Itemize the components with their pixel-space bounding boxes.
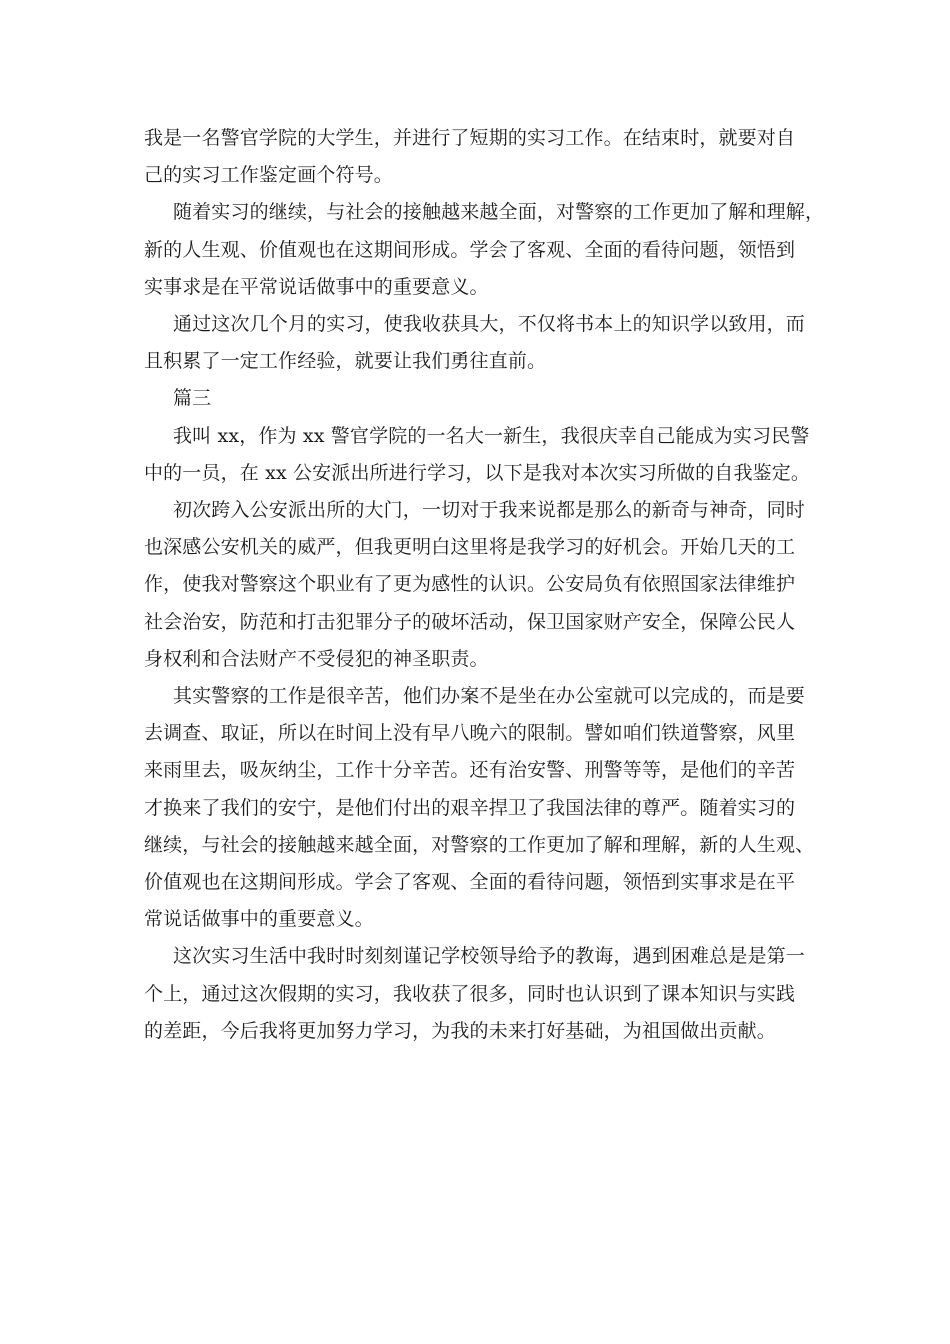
paragraph-3 (144, 306, 808, 380)
text-line: 作，使我对警察这个职业有了更为感性的认识。公安局负有依照国家法律维护 (144, 573, 796, 596)
text-line: 身权利和合法财产不受侵犯的神圣职责。 (144, 647, 489, 670)
text-line: 才换来了我们的安宁，是他们付出的艰辛捍卫了我国法律的尊严。随着实习的 (144, 796, 796, 819)
text-line: 随着实习的继续，与社会的接触越来越全面，对警察的工作更加了解和理解， (173, 201, 825, 224)
paragraph-5 (144, 418, 811, 492)
text-line: 己的实习工作鉴定画个符号。 (144, 164, 393, 187)
text-line: 初次跨入公安派出所的大门，一切对于我来说都是那么的新奇与神奇，同时 (173, 499, 805, 522)
document-body (144, 120, 825, 1050)
section-heading (144, 380, 808, 417)
text-line: 社会治安，防范和打击犯罪分子的破坏活动，保卫国家财产安全，保障公民人 (144, 610, 796, 633)
text-line: 实事求是在平常说话做事中的重要意义。 (144, 275, 489, 298)
text-line: 个上，通过这次假期的实习，我收获了很多，同时也认识到了课本知识与实践 (144, 982, 796, 1005)
text-line: 且积累了一定工作经验，就要让我们勇往直前。 (144, 350, 547, 373)
text-line: 价值观也在这期间形成。学会了客观、全面的看待问题，领悟到实事求是在平 (144, 871, 796, 894)
text-line: 其实警察的工作是很辛苦，他们办案不是坐在办公室就可以完成的，而是要 (173, 685, 805, 708)
section-heading-text: 篇三 (173, 387, 212, 410)
paragraph-1 (144, 120, 808, 194)
text-line: 新的人生观、价值观也在这期间形成。学会了客观、全面的看待问题，领悟到 (144, 238, 796, 261)
text-line: 的差距，今后我将更加努力学习，为我的未来打好基础，为祖国做出贡献。 (144, 1019, 776, 1042)
text-line: 我是一名警官学院的大学生，并进行了短期的实习工作。在结束时，就要对自 (144, 127, 796, 149)
text-line: 通过这次几个月的实习，使我收获具大，不仅将书本上的知识学以致用，而 (173, 313, 805, 336)
text-line: 也深感公安机关的威严，但我更明白这里将是我学习的好机会。开始几天的工 (144, 536, 796, 559)
text-line: 中的一员，在 xx 公安派出所进行学习，以下是我对本次实习所做的自我鉴定。 (144, 461, 811, 484)
text-line: 这次实习生活中我时时刻刻谨记学校领导给予的教诲，遇到困难总是是第一 (173, 945, 805, 968)
paragraph-7 (144, 678, 815, 938)
text-line: 常说话做事中的重要意义。 (144, 908, 374, 931)
text-line: 来雨里去，吸灰纳尘，工作十分辛苦。还有治安警、刑警等等，是他们的辛苦 (144, 759, 796, 782)
paragraph-6 (144, 492, 808, 678)
paragraph-2 (144, 194, 825, 306)
text-line: 继续，与社会的接触越来越全面，对警察的工作更加了解和理解，新的人生观、 (144, 833, 815, 856)
text-line: 去调查、取证，所以在时间上没有早八晚六的限制。譬如咱们铁道警察，风里 (144, 722, 796, 745)
paragraph-8 (144, 938, 808, 1050)
text-line: 我叫 xx，作为 xx 警官学院的一名大一新生，我很庆幸自己能成为实习民警 (173, 424, 810, 447)
